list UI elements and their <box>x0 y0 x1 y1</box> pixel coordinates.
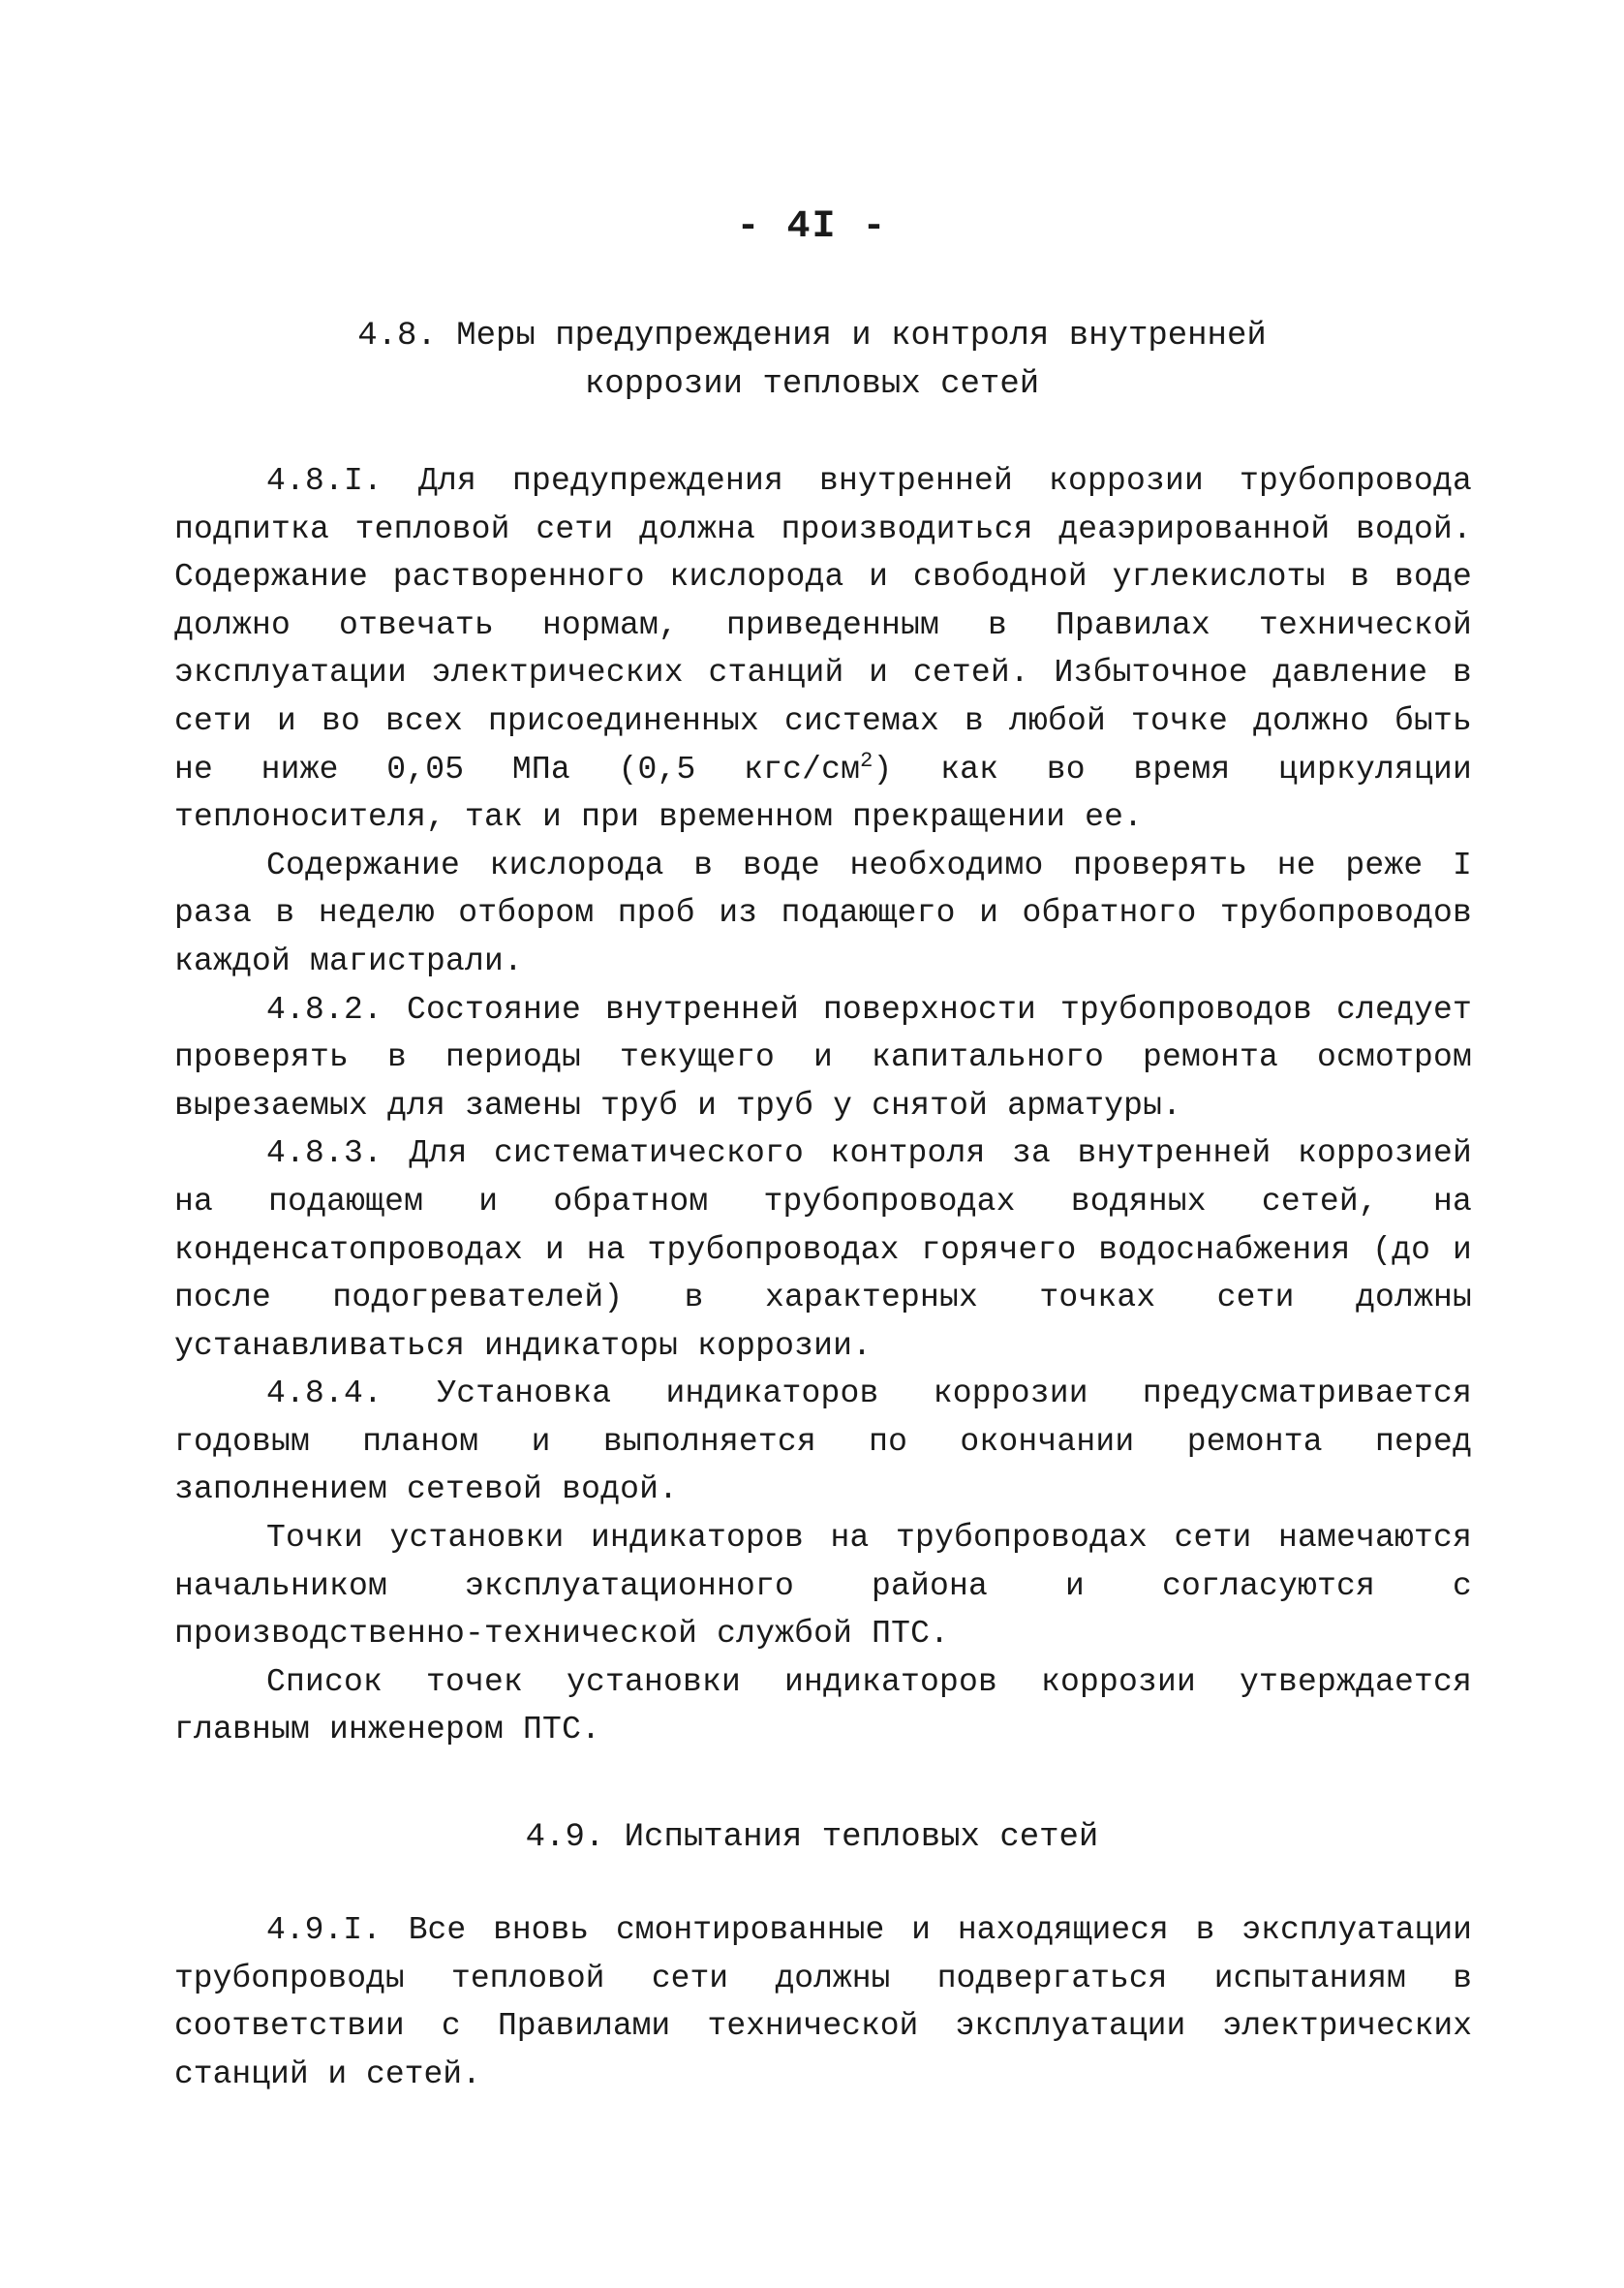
section-48-heading <box>0 312 1624 409</box>
section-49-body <box>174 1906 1472 2098</box>
section-49-heading <box>0 1813 1624 1862</box>
paragraph-4-8-1 <box>174 457 1472 842</box>
section-48-body <box>174 457 1472 1754</box>
paragraph-4-8-1-text: 4.8.I. Для предупреждения внутренней коррозии трубопровода подпитка тепловой сети должна производиться деаэрированной водой. Содержание растворенного кислорода и свободной углекислоты в воде должно отвечать нормам, приведенным в Правилах технической эксплуатации электрических станций и сетей. Избыточное давление в сети и во всех присоединенных системах в любой точке должно быть не ниже 0,05 МПа (0,5 кгс/см <box>174 463 1472 788</box>
page-number: - 4I - <box>736 205 888 249</box>
paragraph-4-8-2: 4.8.2. Состояние внутренней поверхности трубопроводов следует проверять в периоды текущего и капитального ремонта осмотром вырезаемых для замены труб и труб у снятой арматуры. <box>174 991 1472 1124</box>
paragraph-4-8-1b: Содержание кислорода в воде необходимо проверять не реже I раза в неделю отбором проб из подающего и обратного трубопроводов каждой магистрали. <box>174 847 1472 979</box>
paragraph-4-8-4c: Список точек установки индикаторов коррозии утверждается главным инженером ПТС. <box>174 1663 1472 1748</box>
section-48-heading-line2: коррозии тепловых сетей <box>584 366 1040 403</box>
paragraph-4-8-4: 4.8.4. Установка индикаторов коррозии предусматривается годовым планом и выполняется по окончании ремонта перед заполнением сетевой водой. <box>174 1376 1472 1508</box>
section-48-heading-line1: 4.8. Меры предупреждения и контроля внутренней <box>357 318 1267 355</box>
paragraph-4-8-1-tail: ) как во время циркуляции теплоносителя, так и при временном прекращении ее. <box>174 751 1472 836</box>
superscript-2: 2 <box>860 748 873 773</box>
paragraph-4-9-1: 4.9.I. Все вновь смонтированные и находящиеся в эксплуатации трубопроводы тепловой сети должны подвергаться испытаниям в соответствии с Правилами технической эксплуатации электрических станций и сетей. <box>174 1912 1472 2092</box>
paragraph-4-8-3: 4.8.3. Для систематического контроля за внутренней коррозией на подающем и обратном трубопроводах водяных сетей, на конденсатопроводах и на трубопроводах горячего водоснабжения (до и после подогревателей) в характерных точках сети должны устанавливаться индикаторы коррозии. <box>174 1135 1472 1364</box>
paragraph-4-8-4b: Точки установки индикаторов на трубопроводах сети намечаются начальником эксплуатационного района и согласуются с производственно-технической службой ПТС. <box>174 1520 1472 1653</box>
section-49-heading-line: 4.9. Испытания тепловых сетей <box>525 1819 1099 1856</box>
